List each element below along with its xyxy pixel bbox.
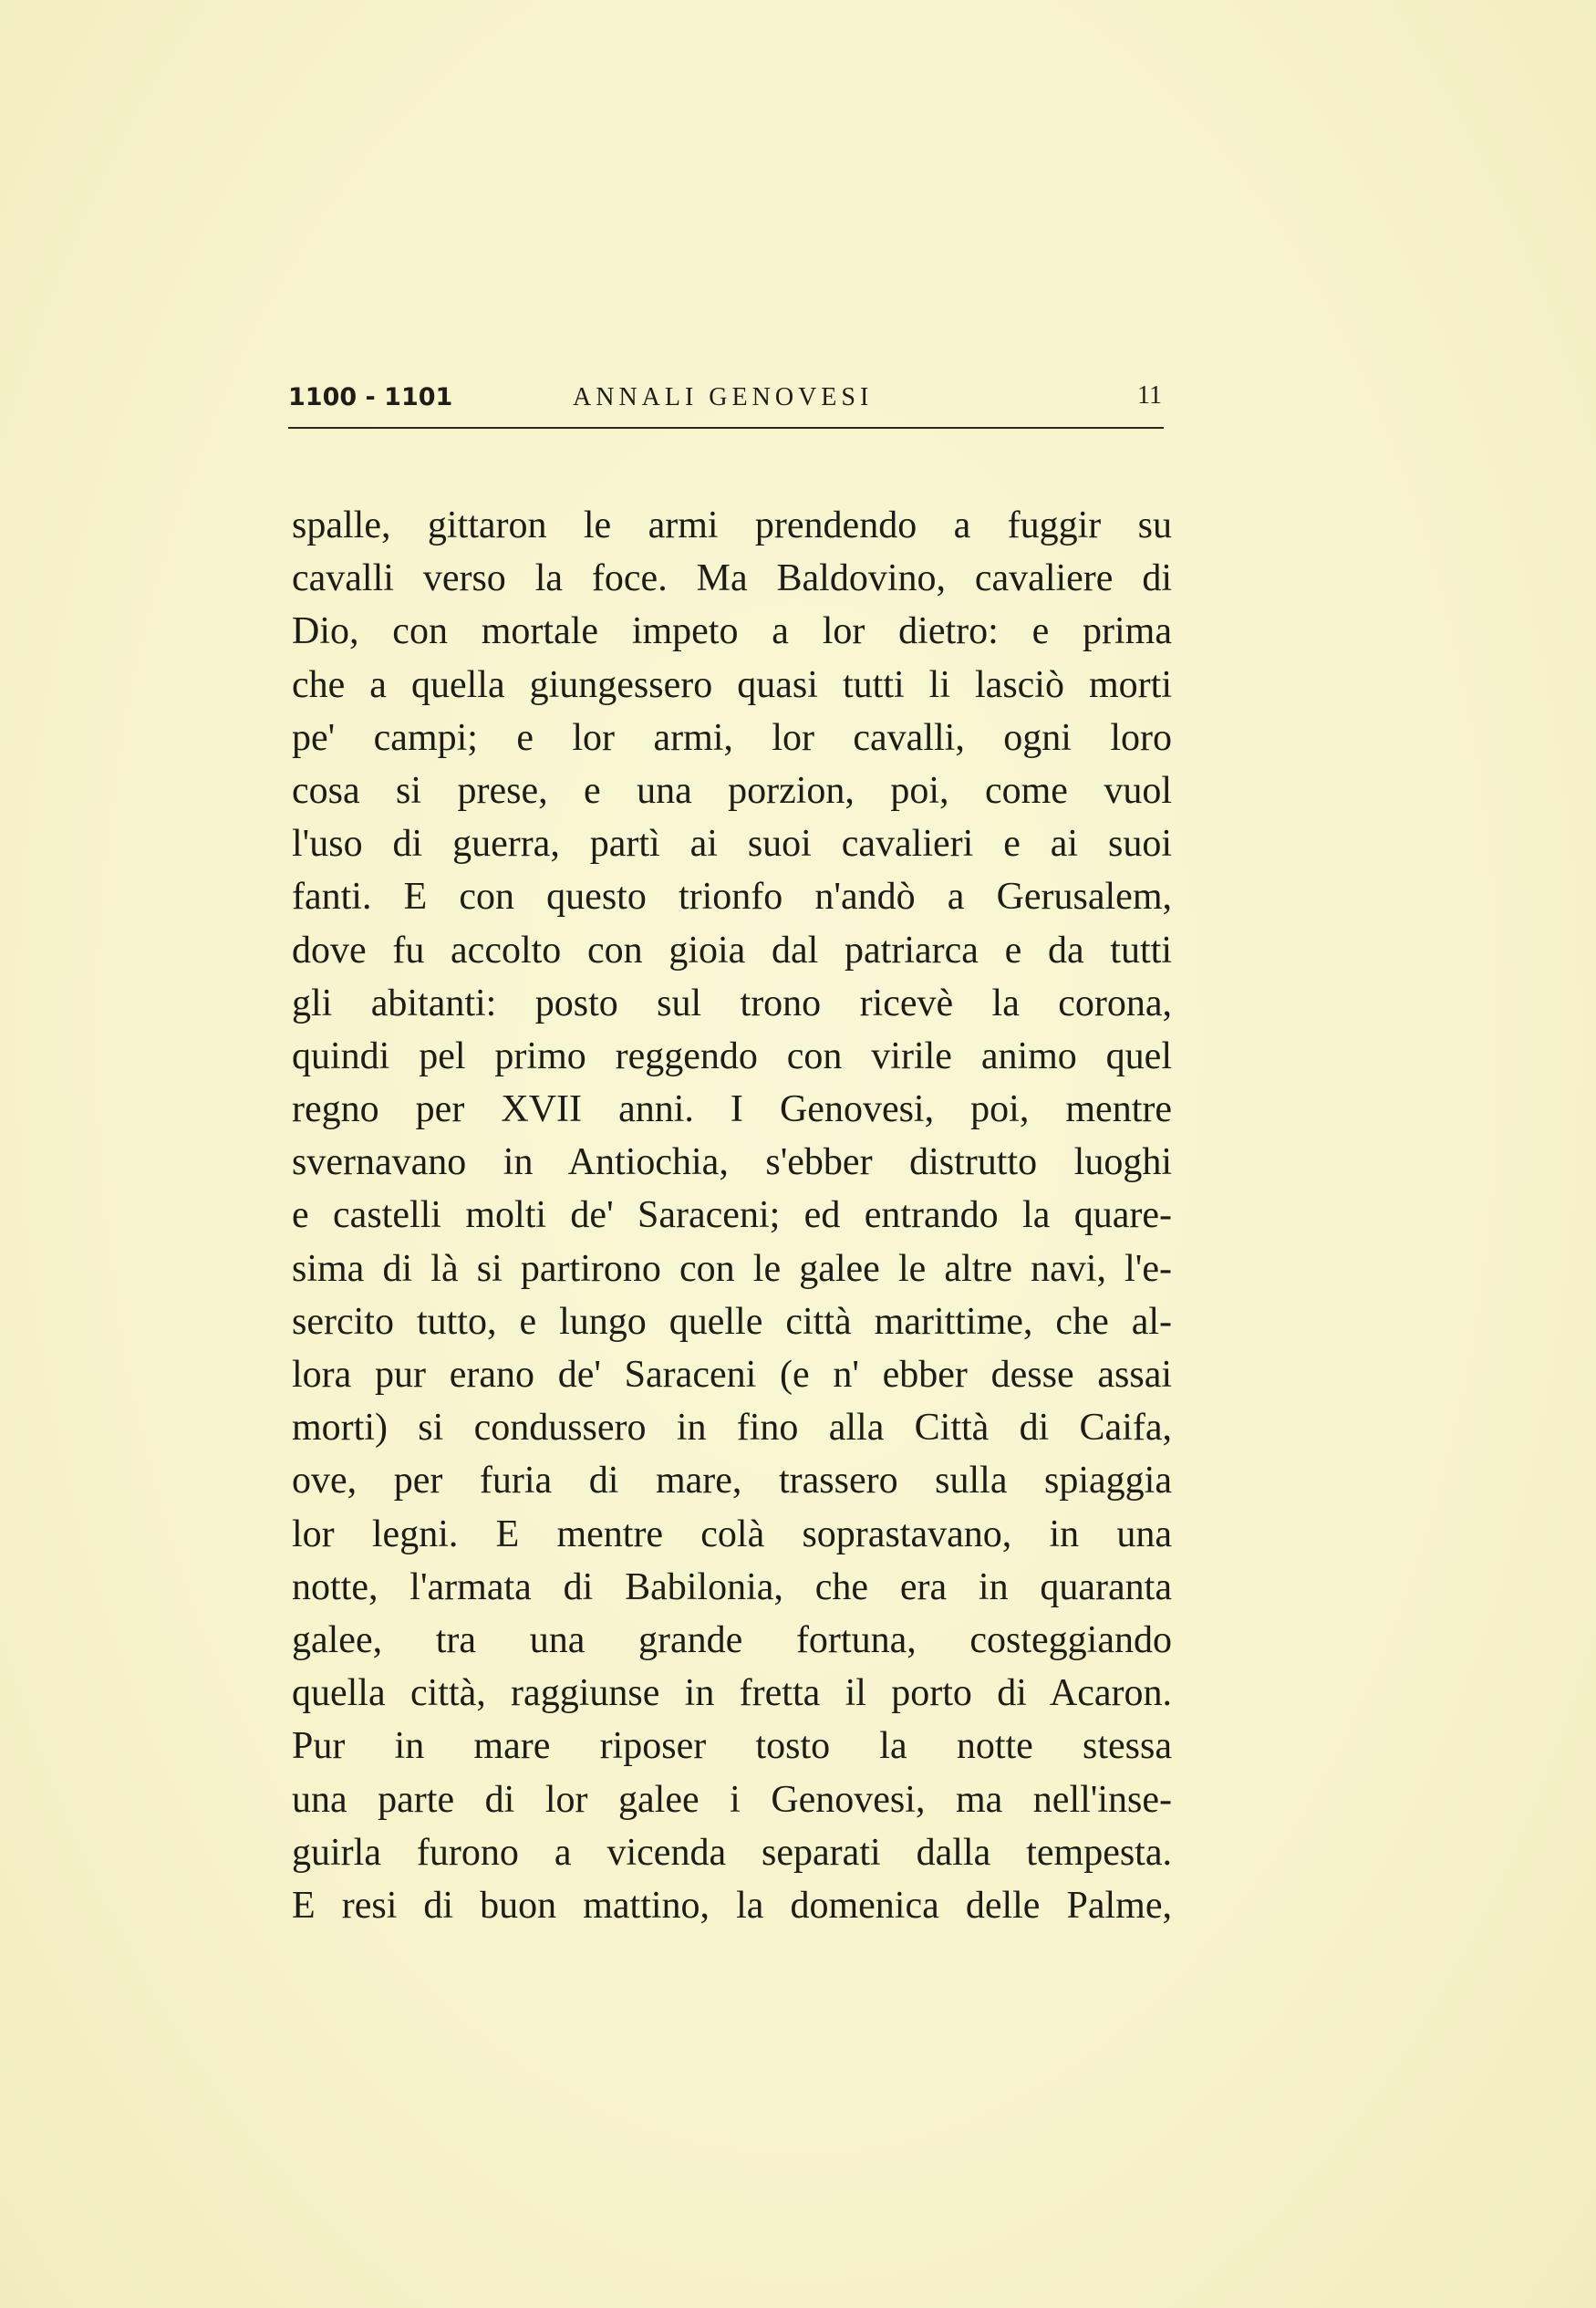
text-line: fanti. E con questo trionfo n'andò a Gerusalem, bbox=[292, 876, 1172, 919]
text-line: sercito tutto, e lungo quelle città marittime, che al- bbox=[292, 1300, 1172, 1343]
text-line: regno per XVII anni. I Genovesi, poi, mentre bbox=[292, 1088, 1172, 1131]
text-line: E resi di buon mattino, la domenica delle Palme, bbox=[292, 1884, 1172, 1927]
text-line: che a quella giungessero quasi tutti li lasciò morti bbox=[292, 663, 1172, 706]
text-line: lora pur erano de' Saraceni (e n' ebber desse assai bbox=[292, 1354, 1172, 1396]
text-line: cosa si prese, e una porzion, poi, come vuol bbox=[292, 769, 1172, 812]
header-rule bbox=[288, 427, 1164, 429]
text-line: Dio, con mortale impeto a lor dietro: e prima bbox=[292, 610, 1172, 653]
text-line: pe' campi; e lor armi, lor cavalli, ogni loro bbox=[292, 716, 1172, 759]
header-years: 1100 - 1101 bbox=[288, 383, 453, 411]
page-number: 11 bbox=[1137, 381, 1162, 410]
text-line: ove, per furia di mare, trassero sulla spiaggia bbox=[292, 1460, 1172, 1502]
text-line: dove fu accolto con gioia dal patriarca e da tutti bbox=[292, 929, 1172, 972]
text-line: una parte di lor galee i Genovesi, ma nell'inse- bbox=[292, 1778, 1172, 1821]
text-line: quella città, raggiunse in fretta il porto di Acaron. bbox=[292, 1672, 1172, 1715]
text-line: cavalli verso la foce. Ma Baldovino, cavaliere di bbox=[292, 557, 1172, 600]
text-line: lor legni. E mentre colà soprastavano, in una bbox=[292, 1513, 1172, 1555]
body-text bbox=[292, 499, 1172, 1932]
running-header bbox=[288, 379, 1162, 420]
text-line: spalle, gittaron le armi prendendo a fuggir su bbox=[292, 504, 1172, 546]
text-line: galee, tra una grande fortuna, costeggiando bbox=[292, 1618, 1172, 1661]
text-line: morti) si condussero in fino alla Città di Caifa, bbox=[292, 1407, 1172, 1450]
text-line: e castelli molti de' Saraceni; ed entrando la quare- bbox=[292, 1194, 1172, 1237]
text-line: l'uso di guerra, partì ai suoi cavalieri e ai suoi bbox=[292, 823, 1172, 866]
text-line: gli abitanti: posto sul trono ricevè la corona, bbox=[292, 982, 1172, 1024]
text-line: svernavano in Antiochia, s'ebber distrutto luoghi bbox=[292, 1141, 1172, 1184]
text-line: sima di là si partirono con le galee le altre navi, l'e- bbox=[292, 1247, 1172, 1290]
text-line: Pur in mare riposer tosto la notte stessa bbox=[292, 1725, 1172, 1768]
header-title: ANNALI GENOVESI bbox=[573, 383, 874, 411]
text-line: quindi pel primo reggendo con virile animo quel bbox=[292, 1034, 1172, 1077]
text-line: notte, l'armata di Babilonia, che era in quaranta bbox=[292, 1565, 1172, 1608]
text-line: guirla furono a vicenda separati dalla tempesta. bbox=[292, 1831, 1172, 1874]
